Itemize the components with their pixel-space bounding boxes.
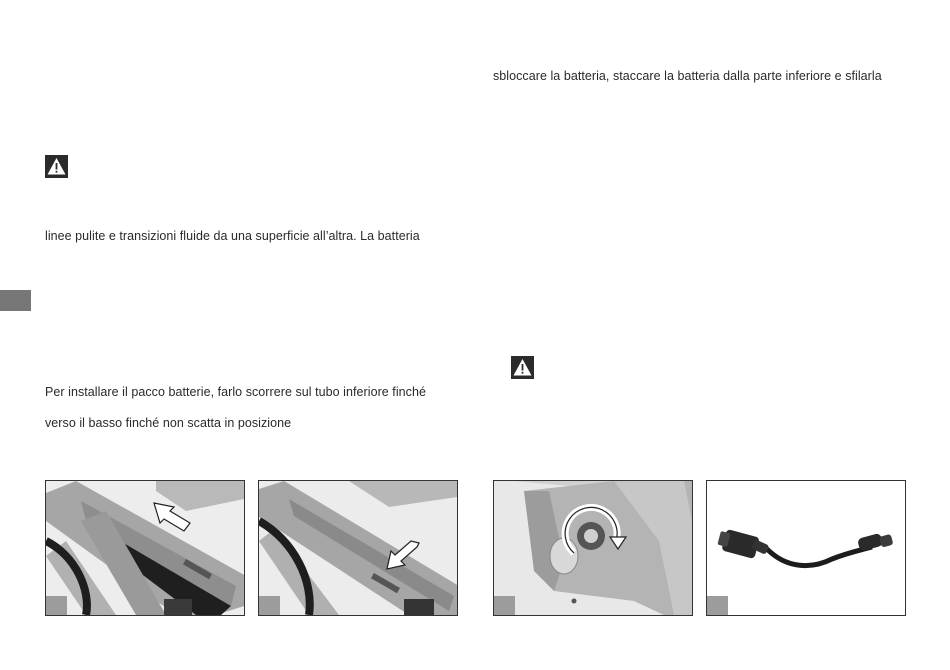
battery-lock-photo [493,480,693,616]
warning-right-icon [511,356,534,379]
left-paragraph-2-line-2: verso il basso finché non scatta in posizione [45,416,292,430]
section-tab [0,290,31,311]
warning-left-icon [45,155,68,178]
right-paragraph-1-line: sbloccare la batteria, staccare la batteria dalla parte inferiore e sfilarla [493,69,882,83]
charging-cable-photo [706,480,906,616]
battery-slide-photo [45,480,245,616]
left-paragraph-2-line-1: Per installare il pacco batterie, farlo scorrere sul tubo inferiore finché [45,385,426,399]
photo-number-tag [707,596,728,615]
battery-press-photo [258,480,458,616]
photo-number-tag [494,596,515,615]
photo-number-tag [259,596,280,615]
left-paragraph-1-line: linee pulite e transizioni fluide da una superficie all’altra. La batteria [45,229,420,243]
photo-number-tag [46,596,67,615]
